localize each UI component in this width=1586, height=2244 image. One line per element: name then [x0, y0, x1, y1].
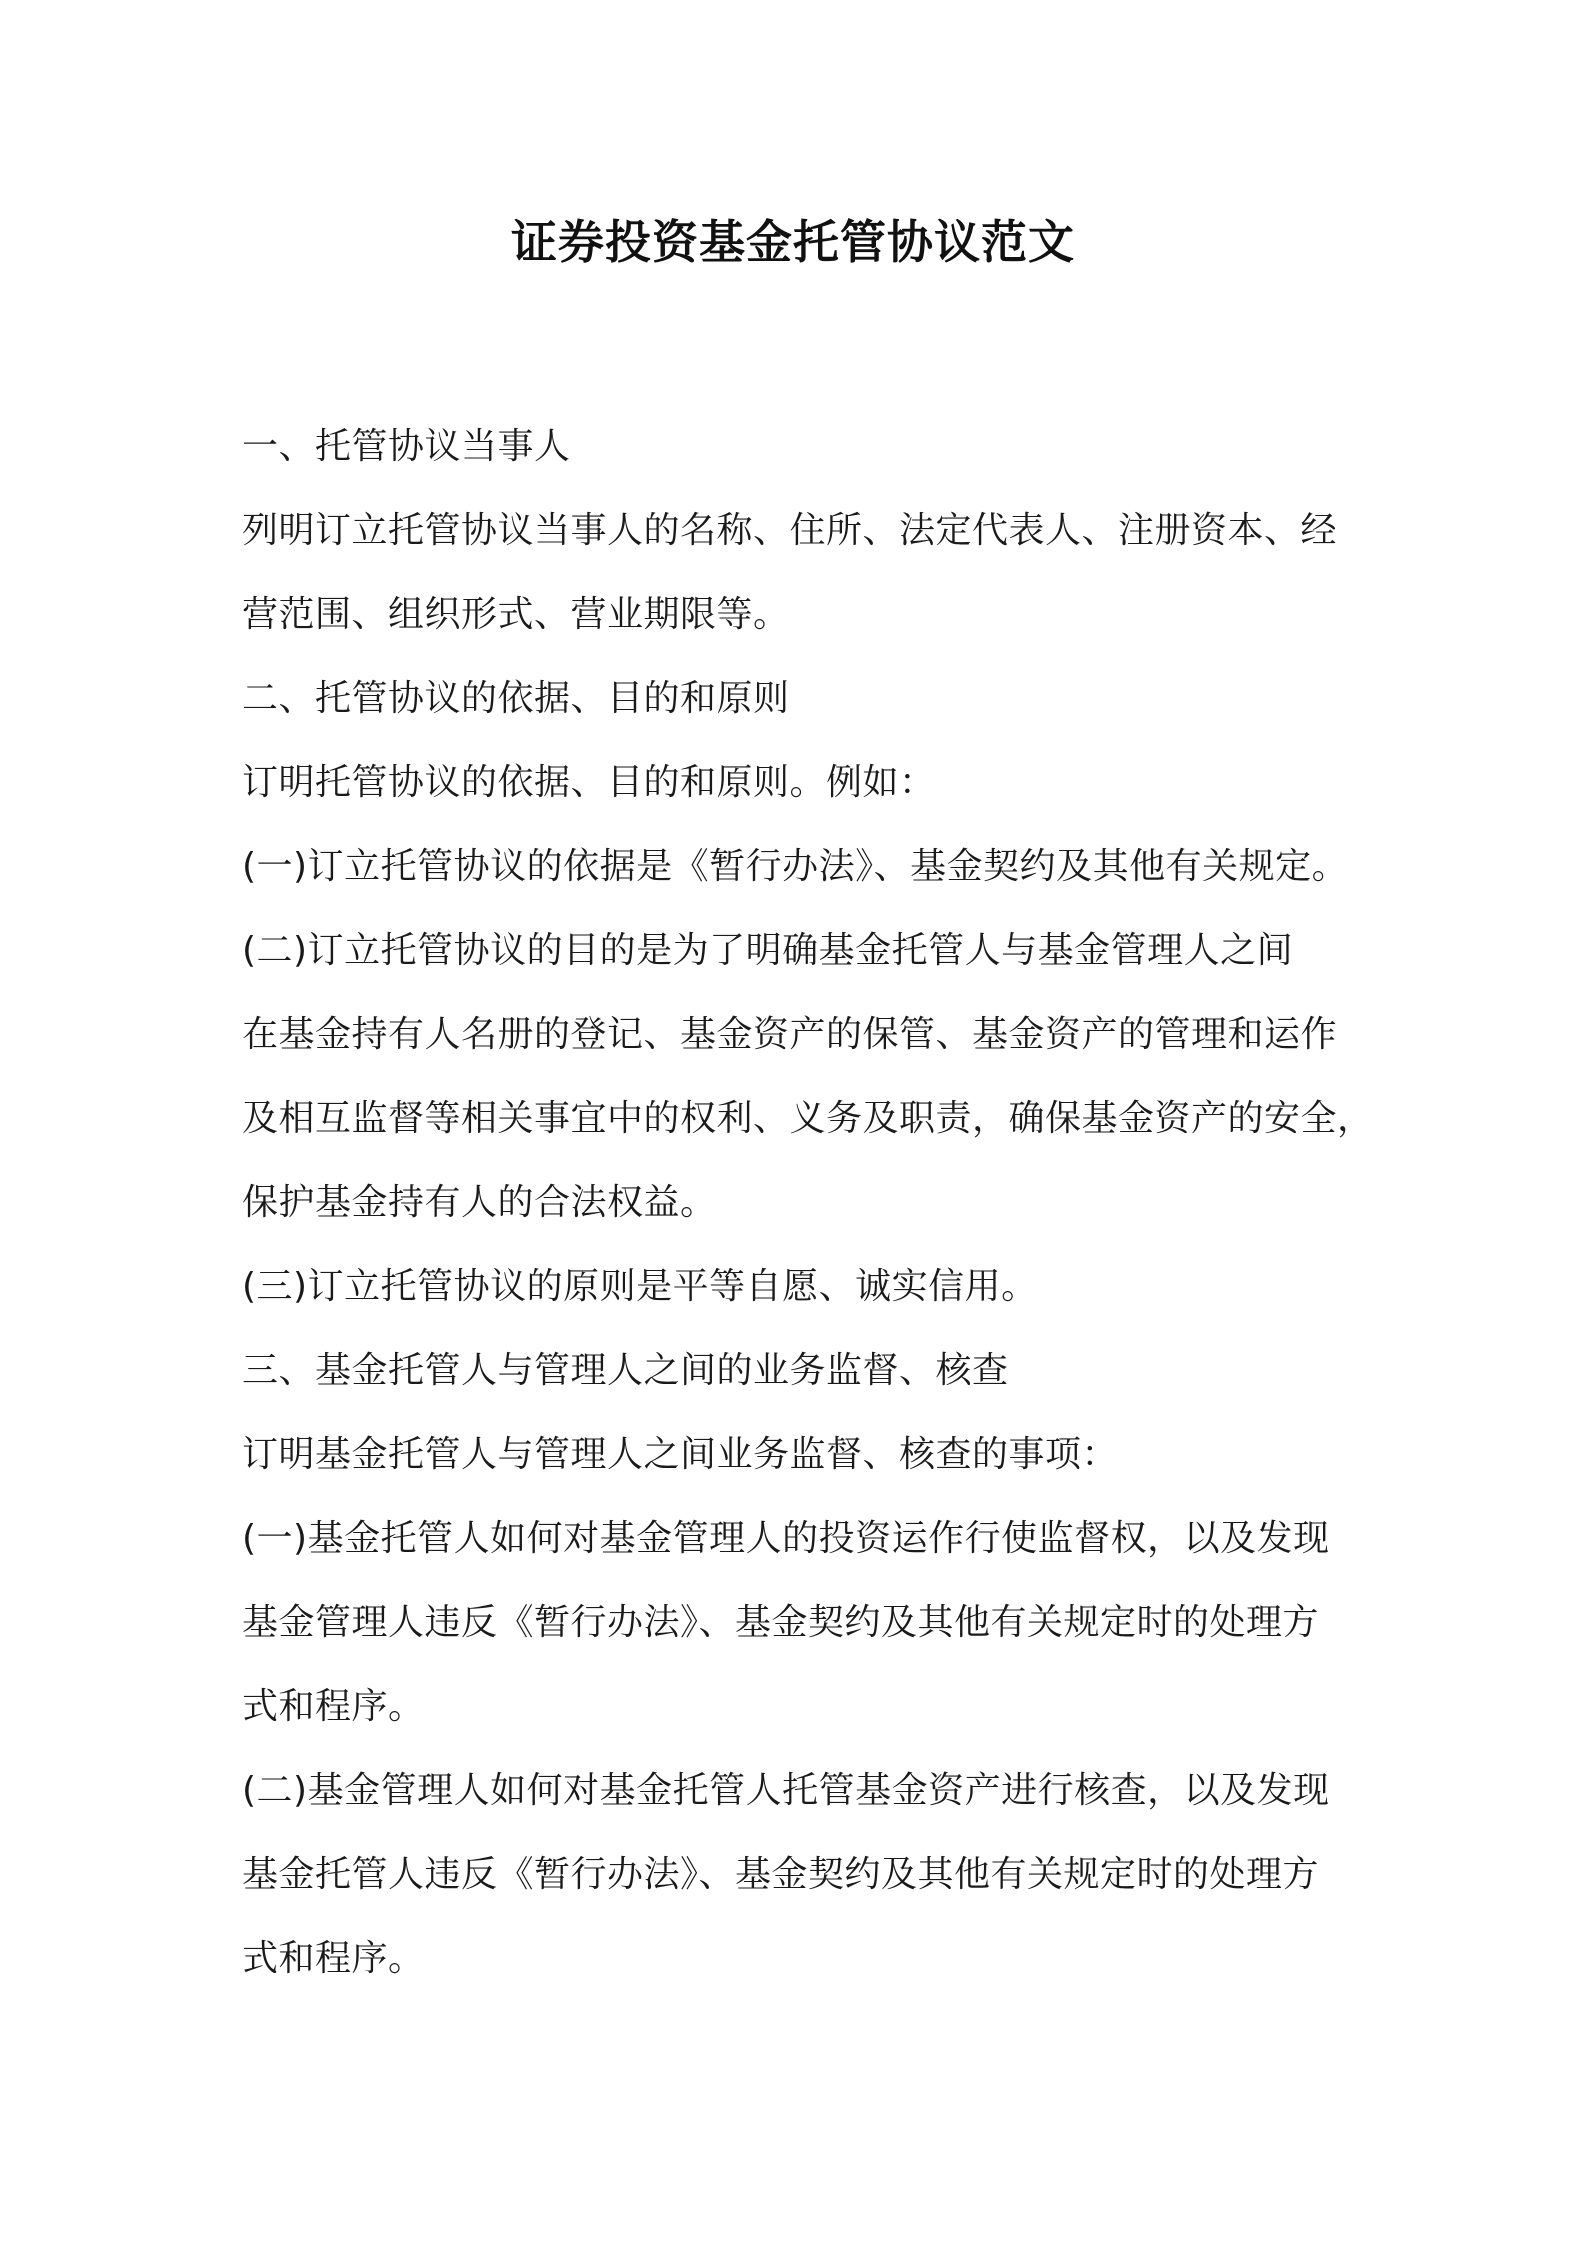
paragraph-line: 保护基金持有人的合法权益。	[242, 1182, 717, 1223]
document-body	[242, 405, 1374, 2001]
section-heading-3: 三、基金托管人与管理人之间的业务监督、核查	[242, 1350, 1009, 1391]
paragraph-line: 营范围、组织形式、营业期限等。	[242, 594, 790, 635]
document-title: 证券投资基金托管协议范文	[511, 215, 1075, 269]
paragraph-line: 基金托管人违反《暂行办法》、基金契约及其他有关规定时的处理方	[242, 1854, 1320, 1895]
paragraph-line: 式和程序。	[242, 1938, 425, 1979]
paragraph-line: 式和程序。	[242, 1686, 425, 1727]
paragraph-line: (一)订立托管协议的依据是《暂行办法》、基金契约及其他有关规定。	[242, 846, 1349, 887]
paragraph-line: 基金管理人违反《暂行办法》、基金契约及其他有关规定时的处理方	[242, 1602, 1320, 1643]
section-heading-2: 二、托管协议的依据、目的和原则	[242, 678, 790, 719]
paragraph-line: (一)基金托管人如何对基金管理人的投资运作行使监督权，以及发现	[242, 1518, 1330, 1559]
paragraph-line: (三)订立托管协议的原则是平等自愿、诚实信用。	[242, 1266, 1038, 1307]
paragraph-line: 订明托管协议的依据、目的和原则。例如：	[242, 762, 936, 803]
paragraph-line: (二)订立托管协议的目的是为了明确基金托管人与基金管理人之间	[242, 930, 1294, 971]
section-heading-1: 一、托管协议当事人	[242, 426, 571, 467]
paragraph-line: 列明订立托管协议当事人的名称、住所、法定代表人、注册资本、经	[242, 510, 1338, 551]
paragraph-line: 订明基金托管人与管理人之间业务监督、核查的事项：	[242, 1434, 1119, 1475]
paragraph-line: 在基金持有人名册的登记、基金资产的保管、基金资产的管理和运作	[242, 1014, 1338, 1055]
paragraph-line: (二)基金管理人如何对基金托管人托管基金资产进行核查，以及发现	[242, 1770, 1330, 1811]
paragraph-line: 及相互监督等相关事宜中的权利、义务及职责，确保基金资产的安全，	[242, 1098, 1374, 1139]
